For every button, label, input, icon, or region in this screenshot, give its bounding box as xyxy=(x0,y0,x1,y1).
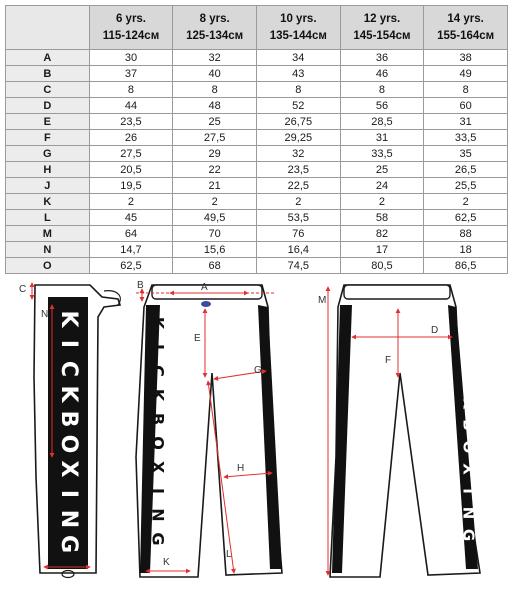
brand-letter: B xyxy=(148,412,168,426)
row-label: F xyxy=(6,130,90,146)
table-cell: 68 xyxy=(173,258,257,274)
table-cell: 18 xyxy=(424,242,508,258)
measure-label-b: B xyxy=(137,280,144,291)
table-cell: 33,5 xyxy=(424,130,508,146)
table-row xyxy=(6,258,508,274)
measure-label-d: D xyxy=(431,325,439,336)
table-cell: 8 xyxy=(89,82,173,98)
table-cell: 25 xyxy=(173,114,257,130)
table-cell: 14,7 xyxy=(89,242,173,258)
col-height: 155-164см xyxy=(437,29,495,42)
brand-letter: K xyxy=(148,388,168,402)
table-cell: 15,6 xyxy=(173,242,257,258)
row-label: H xyxy=(6,162,90,178)
table-row xyxy=(6,66,508,82)
table-cell: 53,5 xyxy=(256,210,340,226)
table-row xyxy=(6,50,508,66)
col-age: 14 yrs. xyxy=(447,12,484,25)
row-label: M xyxy=(6,226,90,242)
brand-letter: K xyxy=(459,397,478,409)
table-cell: 22 xyxy=(173,162,257,178)
brand-letter: I xyxy=(56,489,81,499)
side-view-pants xyxy=(19,283,120,578)
row-label: O xyxy=(6,258,90,274)
measure-label-c: C xyxy=(19,284,27,295)
table-cell: 35 xyxy=(424,146,508,162)
table-cell: 62,5 xyxy=(424,210,508,226)
col-height: 145-154см xyxy=(353,29,411,42)
table-cell: 32 xyxy=(173,50,257,66)
table-cell: 2 xyxy=(89,194,173,210)
table-cell: 88 xyxy=(424,226,508,242)
pants-measurement-diagram xyxy=(0,277,513,589)
row-label: J xyxy=(6,178,90,194)
table-cell: 76 xyxy=(256,226,340,242)
table-cell: 70 xyxy=(173,226,257,242)
table-cell: 40 xyxy=(173,66,257,82)
table-cell: 8 xyxy=(424,82,508,98)
col-header xyxy=(173,6,257,50)
table-cell: 62,5 xyxy=(89,258,173,274)
table-cell: 82 xyxy=(340,226,424,242)
table-cell: 32 xyxy=(256,146,340,162)
back-view-pants xyxy=(318,285,480,577)
brand-letter: K xyxy=(148,316,168,330)
col-age: 8 yrs. xyxy=(199,12,230,25)
row-label: A xyxy=(6,50,90,66)
table-cell: 28,5 xyxy=(340,114,424,130)
table-cell: 33,5 xyxy=(340,146,424,162)
table-body xyxy=(6,50,508,274)
brand-letter: N xyxy=(56,509,81,529)
table-cell: 2 xyxy=(173,194,257,210)
logo-icon xyxy=(201,301,211,307)
brand-letter: I xyxy=(459,488,478,494)
table-header-row xyxy=(6,6,508,50)
table-cell: 31 xyxy=(424,114,508,130)
table-cell: 30 xyxy=(89,50,173,66)
table-cell: 48 xyxy=(173,98,257,114)
row-label: G xyxy=(6,146,90,162)
table-cell: 20,5 xyxy=(89,162,173,178)
table-cell: 52 xyxy=(256,98,340,114)
brand-letter: K xyxy=(459,331,478,343)
col-age: 12 yrs. xyxy=(363,12,401,25)
col-header xyxy=(89,6,173,50)
measure-label-k: K xyxy=(163,557,170,568)
table-cell: 36 xyxy=(340,50,424,66)
table-row xyxy=(6,226,508,242)
measure-label-a: A xyxy=(201,282,208,293)
table-cell: 16,4 xyxy=(256,242,340,258)
measure-label-g: G xyxy=(254,365,262,376)
table-cell: 44 xyxy=(89,98,173,114)
brand-letter: I xyxy=(56,339,81,349)
brand-letter: X xyxy=(148,460,168,474)
brand-letter: C xyxy=(459,375,478,387)
brand-letter: X xyxy=(459,463,478,475)
table-cell: 31 xyxy=(340,130,424,146)
measure-label-n: N xyxy=(41,309,49,320)
table-cell: 27,5 xyxy=(89,146,173,162)
table-cell: 23,5 xyxy=(256,162,340,178)
col-height: 115-124см xyxy=(102,29,160,42)
table-cell: 37 xyxy=(89,66,173,82)
table-row xyxy=(6,98,508,114)
brand-letter: G xyxy=(459,528,478,542)
table-row xyxy=(6,210,508,226)
size-chart-table xyxy=(5,5,508,274)
row-label: L xyxy=(6,210,90,226)
brand-letter: C xyxy=(56,360,81,378)
brand-letter: B xyxy=(56,410,81,428)
col-height: 125-134см xyxy=(186,29,244,42)
brand-letter: K xyxy=(56,310,81,328)
table-cell: 38 xyxy=(424,50,508,66)
measure-label-f: F xyxy=(385,355,392,366)
table-row xyxy=(6,114,508,130)
table-row xyxy=(6,162,508,178)
row-label: D xyxy=(6,98,90,114)
col-age: 6 yrs. xyxy=(115,12,147,25)
table-cell: 8 xyxy=(256,82,340,98)
brand-letter: O xyxy=(56,434,81,454)
measure-label-l: L xyxy=(226,549,232,560)
brand-letter: N xyxy=(148,508,168,522)
table-cell: 17 xyxy=(340,242,424,258)
measure-label-m: M xyxy=(318,295,327,306)
table-cell: 2 xyxy=(256,194,340,210)
table-cell: 25,5 xyxy=(424,178,508,194)
col-header xyxy=(256,6,340,50)
col-age: 10 yrs. xyxy=(280,12,317,25)
table-row xyxy=(6,242,508,258)
table-cell: 80,5 xyxy=(340,258,424,274)
brand-letter: G xyxy=(148,532,168,546)
table-cell: 64 xyxy=(89,226,173,242)
table-cell: 86,5 xyxy=(424,258,508,274)
col-header xyxy=(424,6,508,50)
table-cell: 26,5 xyxy=(424,162,508,178)
measure-label-e: E xyxy=(194,333,201,344)
table-cell: 19,5 xyxy=(89,178,173,194)
table-row xyxy=(6,194,508,210)
table-row xyxy=(6,146,508,162)
brand-letter: N xyxy=(459,506,478,520)
table-row xyxy=(6,178,508,194)
table-cell: 74,5 xyxy=(256,258,340,274)
table-cell: 22,5 xyxy=(256,178,340,194)
brand-letter: B xyxy=(459,419,478,431)
col-height: 135-144см xyxy=(269,29,327,42)
table-cell: 23,5 xyxy=(89,114,173,130)
table-cell: 29,25 xyxy=(256,130,340,146)
row-label: K xyxy=(6,194,90,210)
table-cell: 8 xyxy=(173,82,257,98)
table-row xyxy=(6,82,508,98)
table-cell: 27,5 xyxy=(173,130,257,146)
table-cell: 26,75 xyxy=(256,114,340,130)
table-cell: 2 xyxy=(424,194,508,210)
row-label: N xyxy=(6,242,90,258)
table-cell: 43 xyxy=(256,66,340,82)
brand-letter: I xyxy=(459,356,478,362)
table-cell: 45 xyxy=(89,210,173,226)
table-cell: 46 xyxy=(340,66,424,82)
table-row xyxy=(6,130,508,146)
brand-letter: G xyxy=(56,534,81,554)
table-cell: 21 xyxy=(173,178,257,194)
table-cell: 49 xyxy=(424,66,508,82)
col-header xyxy=(340,6,424,50)
brand-letter: X xyxy=(56,460,81,478)
brand-letter: O xyxy=(459,440,478,454)
table-cell: 25 xyxy=(340,162,424,178)
table-cell: 24 xyxy=(340,178,424,194)
table-corner-cell xyxy=(6,6,90,50)
table-cell: 2 xyxy=(340,194,424,210)
table-cell: 26 xyxy=(89,130,173,146)
brand-letter: I xyxy=(148,344,168,350)
row-label: C xyxy=(6,82,90,98)
brand-letter: C xyxy=(148,365,168,377)
table-cell: 49,5 xyxy=(173,210,257,226)
row-label: B xyxy=(6,66,90,82)
table-cell: 58 xyxy=(340,210,424,226)
table-cell: 8 xyxy=(340,82,424,98)
table-cell: 29 xyxy=(173,146,257,162)
brand-letter: O xyxy=(148,436,168,450)
brand-letter: I xyxy=(148,488,168,494)
row-label: E xyxy=(6,114,90,130)
table-cell: 56 xyxy=(340,98,424,114)
table-cell: 60 xyxy=(424,98,508,114)
front-view-pants xyxy=(136,280,282,577)
table-cell: 34 xyxy=(256,50,340,66)
measure-label-h: H xyxy=(237,463,245,474)
brand-letter: K xyxy=(56,385,81,403)
